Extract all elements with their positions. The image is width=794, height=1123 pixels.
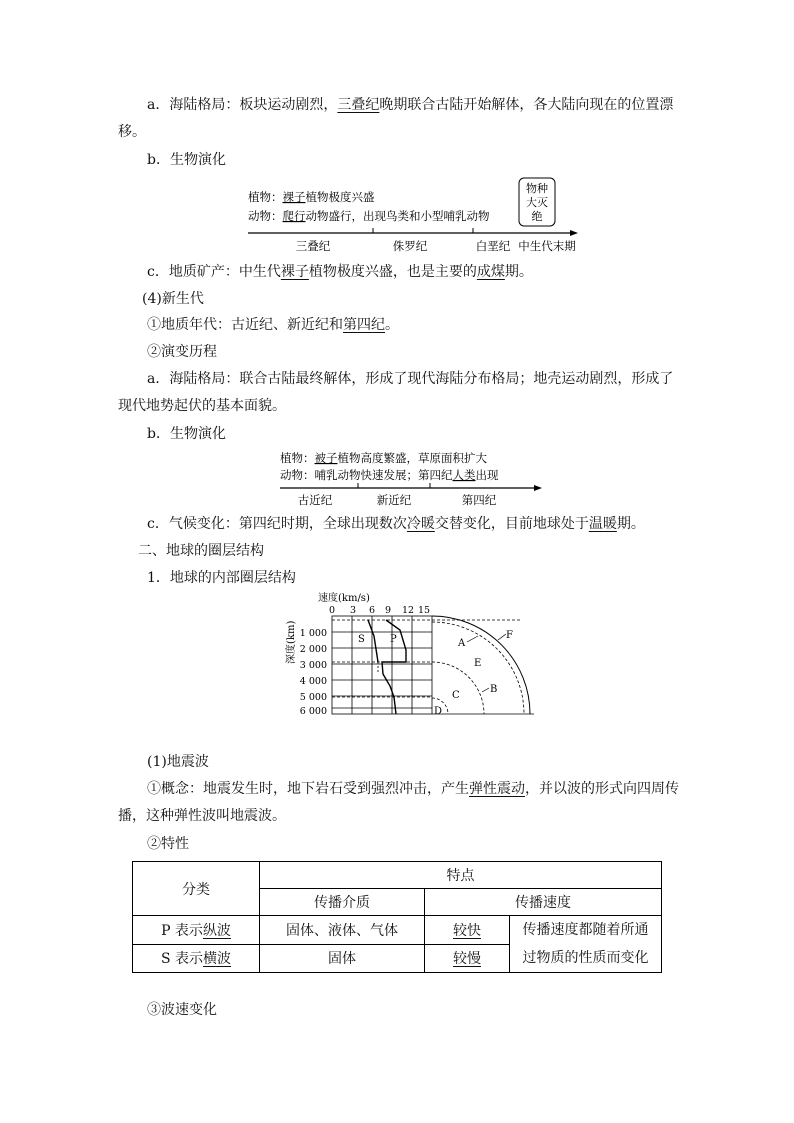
layer-label-d: D — [434, 706, 443, 717]
p-wave-label: P — [390, 634, 397, 645]
period-baieji: 白垩纪 — [475, 239, 511, 253]
geologic-age-line: ①地质年代：古近纪、新近纪和第四纪。 — [147, 317, 399, 333]
p-medium: 固体、液体、气体 — [260, 916, 425, 945]
timeline2-animal: 动物：哺乳动物快速发展；第四纪人类出现 — [280, 468, 499, 482]
s-medium: 固体 — [260, 944, 425, 973]
heading-b2-biology: b．生物演化 — [147, 426, 226, 442]
timeline2-plant: 植物：被子植物高度繁盛，草原面积扩大 — [280, 451, 487, 465]
depth-tick: 1 000 — [299, 628, 327, 639]
row-s-wave: S 表示横波 — [133, 944, 260, 973]
answer-sandieji: 三叠纪 — [337, 97, 380, 113]
extinction-text-3: 绝 — [531, 210, 543, 223]
concept-line2: 播，这种弹性波叫地震波。 — [118, 808, 286, 824]
s-wave-curve — [368, 620, 378, 662]
paragraph-a-line1: a．海陆格局：板块运动剧烈，三叠纪晚期联合古陆开始解体，各大陆向现在的位置漂 — [147, 97, 674, 113]
paragraph-a2-line1: a．海陆格局：联合古陆最终解体，形成了现代海陆分布格局；地壳运动剧烈，形成了 — [147, 371, 674, 387]
s-speed: 较慢 — [425, 944, 510, 973]
concept-line1: ①概念：地震发生时，地下岩石受到强烈冲击，产生弹性震动，并以波的形式向四周传 — [147, 781, 679, 797]
period-gujinji: 古近纪 — [297, 493, 333, 507]
depth-tick: 4 000 — [299, 676, 327, 687]
heading-evolution: ②演变历程 — [147, 344, 217, 360]
speed-axis-label: 速度(km/s) — [318, 593, 370, 604]
extinction-text-1: 物种 — [526, 182, 548, 195]
heading-wave-speed-change: ③波速变化 — [147, 1002, 217, 1018]
depth-tick: 3 000 — [299, 660, 327, 671]
cenozoic-timeline — [272, 448, 552, 508]
speed-note: 传播速度都随着所通 过物质的性质而变化 — [510, 916, 662, 973]
period-sandieji: 三叠纪 — [295, 239, 331, 253]
paragraph-a2-line2: 现代地势起伏的基本面貌。 — [118, 398, 286, 414]
speed-tick: 12 — [401, 605, 415, 616]
period-disiji: 第四纪 — [461, 493, 497, 507]
period-zhuluoji: 侏罗纪 — [392, 239, 428, 253]
depth-axis-label: 深度(km) — [286, 620, 297, 664]
timeline1-animal: 动物：爬行动物盛行，出现鸟类和小型哺乳动物 — [248, 209, 490, 223]
earth-interior-figure — [282, 590, 542, 722]
speed-tick: 3 — [349, 605, 357, 616]
layer-label-f: F — [506, 630, 513, 641]
extinction-text-2: 大灭 — [526, 196, 548, 209]
depth-tick: 6 000 — [299, 706, 327, 717]
p-speed: 较快 — [425, 916, 510, 945]
section-two-heading: 二、地球的圈层结构 — [138, 543, 264, 559]
timeline1-plant: 植物：裸子植物极度兴盛 — [248, 190, 375, 204]
layer-label-a: A — [458, 638, 466, 649]
s-wave-label: S — [358, 634, 365, 645]
subsection-internal-structure: 1．地球的内部圈层结构 — [147, 570, 296, 586]
speed-tick: 6 — [368, 605, 376, 616]
layer-label-e: E — [474, 658, 482, 669]
mesozoic-timeline — [240, 176, 590, 256]
heading-characteristics: ②特性 — [147, 836, 189, 852]
row-p-wave: P 表示纵波 — [133, 916, 260, 945]
timeline2-arrow — [534, 485, 542, 491]
layer-label-b: B — [490, 684, 498, 695]
header-medium: 传播介质 — [260, 889, 425, 916]
period-xinjinji: 新近纪 — [376, 493, 412, 507]
header-features: 特点 — [260, 862, 662, 889]
header-classification: 分类 — [133, 862, 260, 916]
layer-label-c: C — [452, 690, 460, 701]
heading-cenozoic: (4)新生代 — [142, 291, 204, 307]
depth-tick: 5 000 — [299, 692, 327, 703]
wave-properties-table — [132, 861, 662, 973]
paragraph-c2-climate: c．气候变化：第四纪时期，全球出现数次冷暖交替变化，目前地球处于温暖期。 — [147, 516, 645, 532]
heading-b-biology: b．生物演化 — [147, 152, 226, 168]
heading-seismic-wave: (1)地震波 — [147, 754, 209, 770]
depth-tick: 2 000 — [299, 644, 327, 655]
speed-tick: 9 — [384, 605, 392, 616]
paragraph-c-minerals: c．地质矿产：中生代裸子植物极度兴盛，也是主要的成煤期。 — [147, 264, 533, 280]
speed-tick: 0 — [328, 605, 336, 616]
timeline1-arrow — [570, 230, 578, 236]
period-zhongshengdai-end: 中生代末期 — [518, 239, 576, 253]
header-speed: 传播速度 — [425, 889, 662, 916]
speed-tick: 15 — [417, 605, 431, 616]
paragraph-a-line2: 移。 — [118, 124, 146, 140]
